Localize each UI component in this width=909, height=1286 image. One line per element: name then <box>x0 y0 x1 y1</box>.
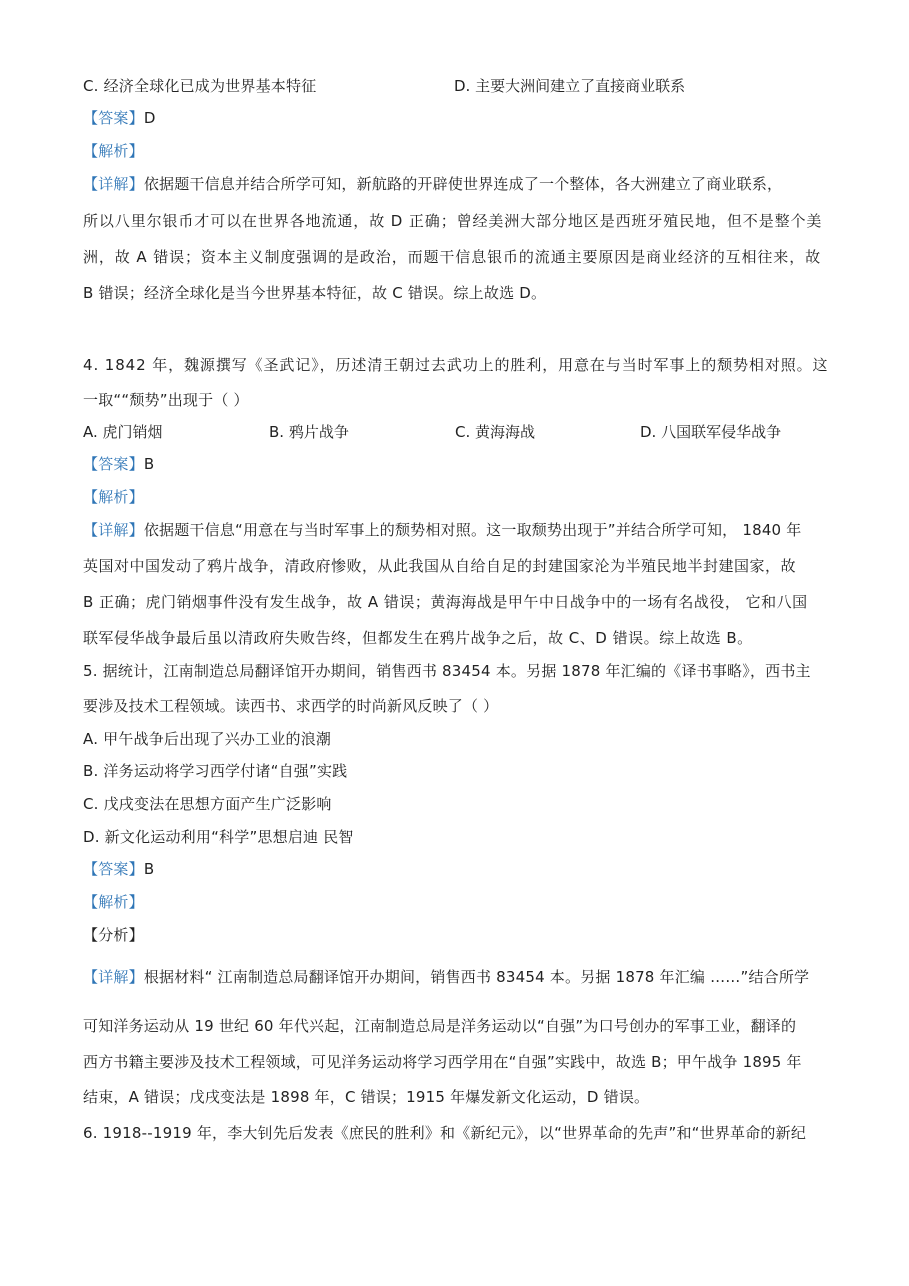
q4-stem-line-1: 4. 1842 年，魏源撰写《圣武记》，历述清王朝过去武功上的胜利，用意在与当时军事上的颓势相对照。这 <box>83 356 829 374</box>
q4-detail-line-4: 联军侵华战争最后虽以清政府失败告终，但都发生在鸦片战争之后，故 C、D 错误。综上故选 B。 <box>83 629 753 647</box>
q4-option-b: B. 鸦片战争 <box>269 423 349 441</box>
q4-detail-line-2: 英国对中国发动了鸦片战争，清政府惨败，从此我国从自给自足的封建国家沦为半殖民地半封建国家，故 <box>83 557 797 575</box>
answer-tag: 【答案】 <box>83 109 144 127</box>
q4-answer-line <box>83 454 154 474</box>
q5-option-a: A. 甲午战争后出现了兴办工业的浪潮 <box>83 730 332 748</box>
q5-stem-line-1: 5. 据统计，江南制造总局翻译馆开办期间，销售西书 83454 本。另据 1878 年汇编的《译书事略》，西书主 <box>83 662 811 680</box>
q5-detail-line-1 <box>83 967 809 987</box>
q4-detail-line-3: B 正确；虎门销烟事件没有发生战争，故 A 错误；黄海海战是甲午中日战争中的一场有名战役， 它和八国 <box>83 593 808 611</box>
detail-text: 根据材料“ 江南制造总局翻译馆开办期间，销售西书 83454 本。另据 1878 年汇编 ……”结合所学 <box>143 968 810 986</box>
q4-detail-line-1 <box>83 520 801 540</box>
answer-value: B <box>143 455 155 473</box>
q4-analysis-tag: 【解析】 <box>83 488 144 506</box>
detail-tag: 【详解】 <box>83 175 144 193</box>
q3-detail-line-4: B 错误；经济全球化是当今世界基本特征，故 C 错误。综上故选 D。 <box>83 284 547 302</box>
q3-option-d: D. 主要大洲间建立了直接商业联系 <box>454 77 686 95</box>
detail-text: 依据题干信息并结合所学可知，新航路的开辟使世界连成了一个整体，各大洲建立了商业联系， <box>143 175 783 193</box>
detail-tag: 【详解】 <box>83 521 144 539</box>
q4-option-c: C. 黄海海战 <box>455 423 536 441</box>
q5-stem-line-2: 要涉及技术工程领域。读西书、求西学的时尚新风反映了（ ） <box>83 697 499 715</box>
q5-detail-line-4: 结束，A 错误；戊戌变法是 1898 年，C 错误；1915 年爆发新文化运动，D 错误。 <box>83 1088 650 1106</box>
q3-detail-line-2: 所以八里尔银币才可以在世界各地流通，故 D 正确；曾经美洲大部分地区是西班牙殖民地，但不是整个美 <box>83 212 823 230</box>
q3-analysis-tag: 【解析】 <box>83 142 144 160</box>
q6-stem-line-1: 6. 1918--1919 年，李大钊先后发表《庶民的胜利》和《新纪元》，以“世界革命的先声”和“世界革命的新纪 <box>83 1124 807 1142</box>
q5-detail-line-3: 西方书籍主要涉及技术工程领域，可见洋务运动将学习西学用在“自强”实践中，故选 B；甲午战争 1895 年 <box>83 1053 802 1071</box>
q3-detail-line-3: 洲，故 A 错误；资本主义制度强调的是政治，而题干信息银币的流通主要原因是商业经济的互相往来，故 <box>83 248 822 266</box>
q5-option-b: B. 洋务运动将学习西学付诸“自强”实践 <box>83 762 348 780</box>
answer-value: D <box>143 109 156 127</box>
answer-value: B <box>143 860 155 878</box>
q4-option-d: D. 八国联军侵华战争 <box>640 423 782 441</box>
answer-tag: 【答案】 <box>83 860 144 878</box>
q5-option-c: C. 戊戌变法在思想方面产生广泛影响 <box>83 795 332 813</box>
q5-option-d: D. 新文化运动利用“科学”思想启迪 民智 <box>83 828 354 846</box>
q4-stem-line-2: 一取““颓势”出现于（ ） <box>83 391 249 409</box>
q3-detail-line-1 <box>83 174 782 194</box>
q5-answer-line <box>83 859 154 879</box>
q4-option-a: A. 虎门销烟 <box>83 423 163 441</box>
q5-analysis-tag: 【解析】 <box>83 893 144 911</box>
q5-detail-line-2: 可知洋务运动从 19 世纪 60 年代兴起，江南制造总局是洋务运动以“自强”为口号创办的军事工业，翻译的 <box>83 1017 797 1035</box>
q3-option-c: C. 经济全球化已成为世界基本特征 <box>83 77 317 95</box>
q3-answer-line <box>83 108 156 128</box>
answer-tag: 【答案】 <box>83 455 144 473</box>
detail-tag: 【详解】 <box>83 968 144 986</box>
detail-text: 依据题干信息“用意在与当时军事上的颓势相对照。这一取颓势出现于”并结合所学可知， 1840 年 <box>143 521 802 539</box>
q5-fenxi-tag: 【分析】 <box>83 926 144 944</box>
